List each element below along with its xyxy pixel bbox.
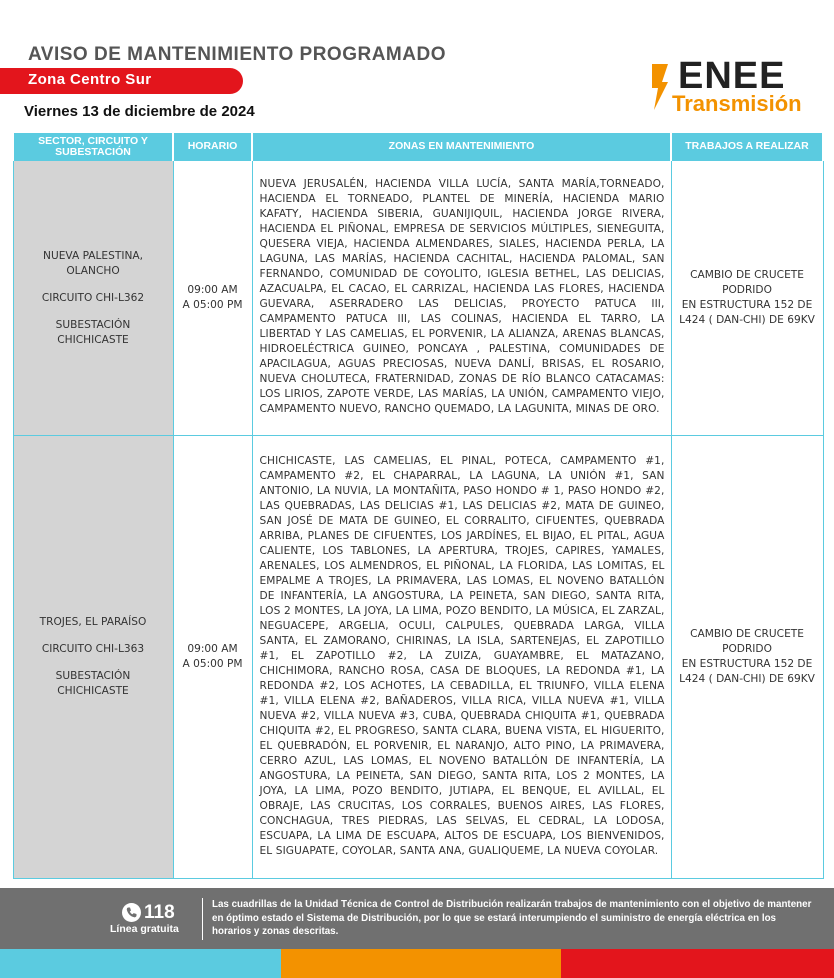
work-line-2: EN ESTRUCTURA 152 DE L424 ( DAN-CHI) DE 69KV: [679, 658, 815, 685]
work-line-1: CAMBIO DE CRUCETE PODRIDO: [690, 269, 804, 296]
phone-number: 118: [144, 902, 175, 923]
stripe-red: [561, 949, 834, 978]
logo-wordmark: ENEE: [678, 55, 786, 97]
page-title: AVISO DE MANTENIMIENTO PROGRAMADO: [28, 44, 446, 65]
schedule-end: A 05:00 PM: [182, 658, 243, 670]
header-trabajos: TRABAJOS A REALIZAR: [671, 133, 823, 161]
stripe-cyan: [0, 949, 281, 978]
work-line-1: CAMBIO DE CRUCETE PODRIDO: [690, 628, 804, 655]
phone-icon: [122, 903, 141, 922]
enee-logo: [648, 56, 818, 120]
header-sector: SECTOR, CIRCUITO Y SUBESTACIÓN: [13, 133, 173, 161]
zones-cell: NUEVA JERUSALÉN, HACIENDA VILLA LUCÍA, SANTA MARÍA,TORNEADO, HACIENDA EL TORNEADO, PLANTEL DE MINERÍA, HACIENDA MARIO KAFATY, HACIENDA SIBERIA, GUANIJIQUIL, HACIENDA JORGE RIVERA, HACIENDA EL PIÑONAL, EMPRESA DE SERVICIOS MÚLTIPLES, SIENEGUITA, QUESERA VIEJA, HACIENDA ALMENDARES, SIALES, HACIENDA PERLA, LA LAGUNA, LAS MARÍAS, HACIENDA CACHITAL, HACIENDA PALOMAL, SAN FERNANDO, COMUNIDAD DE COYOLITO, IGLESIA BETHEL, LAS DELICIAS, AZACUALPA, EL CACAO, EL CARRIZAL, HACIENDA LAS FLORES, HACIENDA GUEVARA, ASERRADERO LAS DELICIAS, PROYECTO PATUCA III, CAMPAMENTO PATUCA III, LAS COLINAS, HACIENDA EL TARRO, LA LIBERTAD Y LAS CAMELIAS, EL PORVENIR, LA ALIANZA, ARENAS BLANCAS, HIDROELÉCTRICA GUINEO, PONCAYA , PALESTINA, COMUNIDADES DE APACILAGUA, AGUAS PRECIOSAS, NUEVA DANLÍ, BRISAS, EL ROSARIO, NUEVA CHOLUTECA, FRATERNIDAD, ZONAS DE RÍO BLANCO CATACAMAS: LOS LIRIOS, ZAPOTE VERDE, LAS MARÍAS, LA UNIÓN, CAMPAMENTO VIEJO, CAMPAMENTO NUEVO, RANCHO QUEMADO, LA LAGUNITA, MINAS DE ORO.: [252, 161, 671, 436]
schedule-start: 09:00 AM: [187, 284, 238, 296]
schedule-cell: [173, 436, 252, 879]
circuit-name: CIRCUITO CHI-L362: [41, 291, 145, 304]
sector-name: TROJES, EL PARAÍSO: [39, 616, 147, 628]
table-row: [13, 436, 823, 879]
schedule-start: 09:00 AM: [187, 643, 238, 655]
stripe-orange: [281, 949, 561, 978]
header-zonas: ZONAS EN MANTENIMIENTO: [252, 133, 671, 161]
circuit-name: CIRCUITO CHI-L363: [41, 643, 145, 655]
zone-label: Zona Centro Sur: [28, 71, 152, 88]
sector-cell: [13, 436, 173, 879]
sector-name: NUEVA PALESTINA, OLANCHO: [43, 249, 143, 277]
schedule-cell: [173, 161, 252, 436]
schedule-end: A 05:00 PM: [182, 299, 243, 311]
footer-divider: [202, 898, 203, 940]
work-cell: [671, 161, 823, 436]
lightning-bolt-icon: [648, 60, 672, 112]
work-line-2: EN ESTRUCTURA 152 DE L424 ( DAN-CHI) DE 69KV: [679, 299, 815, 326]
phone-label: Línea gratuita: [110, 923, 179, 935]
date-label: Viernes 13 de diciembre de 2024: [24, 103, 255, 120]
work-cell: [671, 436, 823, 879]
maintenance-table: [12, 133, 824, 879]
substation-name: SUBESTACIÓN CHICHICASTE: [55, 670, 131, 697]
substation-name: SUBESTACIÓN CHICHICASTE: [55, 318, 131, 346]
sector-cell: [13, 161, 173, 436]
footer-message: Las cuadrillas de la Unidad Técnica de Control de Distribución realizarán trabajos de mantenimiento con el objetivo de mantener en óptimo estado el Sistema de Distribución, por lo que se estará interumpiendo el suministro de energía eléctrica en los horarios y zonas descritas.: [212, 899, 812, 937]
table-row: [13, 161, 823, 436]
logo-subtitle: Transmisión: [672, 91, 802, 116]
table-header-row: [13, 133, 823, 161]
header-horario: HORARIO: [173, 133, 252, 161]
zones-cell: CHICHICASTE, LAS CAMELIAS, EL PINAL, POTECA, CAMPAMENTO #1, CAMPAMENTO #2, EL CHAPARRAL, LA LAGUNA, LA UNIÓN #1, SAN ANTONIO, LA NUVIA, LA MONTAÑITA, PASO HONDO # 1, PASO HONDO #2, LAS QUEBRADAS, LAS DELICIAS #1, LAS DELICIAS #2, MATA DE GUINEO, SAN JOSÉ DE MATA DE GUINEO, EL CORRALITO, CIFUENTES, QUEBRADA ARRIBA, PLANES DE CIFUENTES, LOS JARDÍNES, EL BIJAO, EL PITAL, AGUA CALIENTE, LOS TABLONES, LA APERTURA, TROJES, CAPIRES, YAMALES, ARENALES, LOS ALMENDROS, EL PIÑONAL, LA FLORIDA, LAS LOMITAS, EL EMPALME A TROJES, LA PRIMAVERA, LAS LOMAS, EL NOVENO BATALLÓN DE INFANTERÍA, LA ANGOSTURA, LA PEINETA, SAN DIEGO, SANTA RITA, LOS 2 MONTES, LA JOYA, LA LIMA, POZO BENDITO, LA MÚSICA, EL ZARZAL, NEGUACEPE, ARGELIA, OCULI, CALPULES, QUEBRADA LARGA, VILLA SANTA, EL ZAMORANO, CHIRINAS, LA ISLA, SARTENEJAS, EL ZAPOTILLO #1, EL ZAPOTILLO #2, LA ZUIZA, GUAYAMBRE, EL MATAZANO, CHICHIMORA, RANCHO ROSA, CASA DE BLOQUES, LA REDONDA #1, LA REDONDA #2, LOS ACHOTES, LA CEBADILLA, EL TRIUNFO, VILLA ELENA #1, VILLA ELENA #2, BAÑADEROS, VILLA RICA, VILLA NUEVA #1, VILLA NUEVA #2, VILLA NUEVA #3, CUBA, QUEBRADA CHIQUITA #1, QUEBRADA CHIQUITA #2, EL PROGRESO, SANTA CLARA, BUENA VISTA, EL HIGUERITO, EL QUEBRADÓN, EL PORVENIR, EL NARANJO, ALTO PINO, LA PRIMAVERA, CERRO AZUL, LAS LOMAS, EL NOVENO BATALLÓN DE INFANTERÍA, LA ANGOSTURA, LA PEINETA, SAN DIEGO, SANTA RITA, LOS 2 MONTES, LA JOYA, LA LIMA, POZO BENDITO, JUTIAPA, EL BENQUE, EL AVILLAL, EL OBRAJE, LAS CRUCITAS, LOS CORRALES, BUENOS AIRES, LAS FLORES, CONCHAGUA, TRES PIEDRAS, LAS SELVAS, EL CEDRAL, LA LODOSA, ESCUAPA, LA LIMA DE ESCUAPA, ALTOS DE ESCUAPA, LOS BIENVENIDOS, EL SIGUAPATE, COYOLAR, SANTA ANA, GUALIQUEME, LA NUEVA COYOLAR.: [252, 436, 671, 879]
